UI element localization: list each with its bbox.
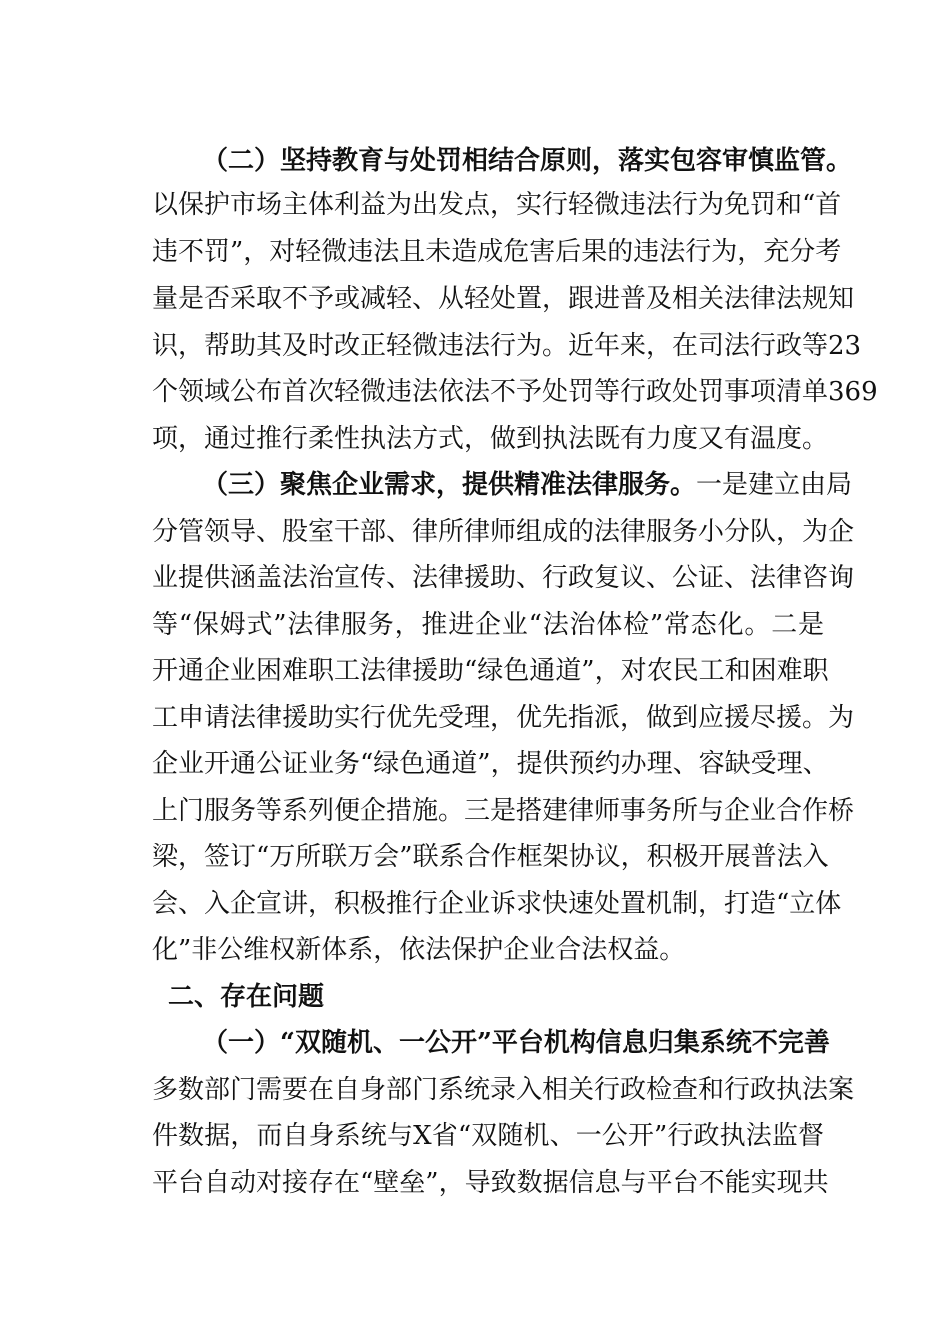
paragraph-3-line: 业提供涵盖法治宣传、法律援助、行政复议、公证、法律咨询 <box>152 563 855 593</box>
paragraph-3-first-line-rest: 一是建立由局 <box>696 470 853 500</box>
paragraph-3-line: 等“保姆式”法律服务，推进企业“法治体检”常态化。二是 <box>152 610 824 640</box>
paragraph-3-line: 梁，签订“万所联万会”联系合作框架协议，积极开展普法入 <box>152 842 829 872</box>
paragraph-3-first-line <box>202 463 853 507</box>
paragraph-2-line: 项，通过推行柔性执法方式，做到执法既有力度又有温度。 <box>152 424 829 454</box>
paragraph-3-line: 工申请法律援助实行优先受理，优先指派，做到应援尽援。为 <box>152 703 855 733</box>
paragraph-3-line: 化”非公维权新体系，依法保护企业合法权益。 <box>152 935 686 965</box>
paragraph-2-line: 违不罚”，对轻微违法且未造成危害后果的违法行为，充分考 <box>152 237 842 267</box>
paragraph-2-lead: （二）坚持教育与处罚相结合原则，落实包容审慎监管。 <box>202 146 853 176</box>
paragraph-2-line: 识，帮助其及时改正轻微违法行为。近年来，在司法行政等23 <box>152 331 862 361</box>
paragraph-4-line: 多数部门需要在自身部门系统录入相关行政检查和行政执法案 <box>152 1075 855 1105</box>
paragraph-4-lead: （一）“双随机、一公开”平台机构信息归集系统不完善 <box>202 1028 830 1058</box>
paragraph-3-line: 开通企业困难职工法律援助“绿色通道”，对农民工和困难职 <box>152 656 829 686</box>
paragraph-4-line: 件数据，而自身系统与X省“双随机、一公开”行政执法监督 <box>152 1121 824 1151</box>
paragraph-4-line: 平台自动对接存在“壁垒”，导致数据信息与平台不能实现共 <box>152 1168 829 1198</box>
paragraph-2-line: 以保护市场主体利益为出发点，实行轻微违法行为免罚和“首 <box>152 190 842 220</box>
section-heading: 二、存在问题 <box>168 982 325 1012</box>
paragraph-2-line: 量是否采取不予或减轻、从轻处置，跟进普及相关法律法规知 <box>152 284 855 314</box>
paragraph-3-line: 分管领导、股室干部、律所律师组成的法律服务小分队，为企 <box>152 517 855 547</box>
paragraph-3-line: 会、入企宣讲，积极推行企业诉求快速处置机制，打造“立体 <box>152 889 842 919</box>
paragraph-3-line: 企业开通公证业务“绿色通道”，提供预约办理、容缺受理、 <box>152 749 829 779</box>
paragraph-2-line: 个领域公布首次轻微违法依法不予处罚等行政处罚事项清单369 <box>152 377 878 407</box>
paragraph-3-line: 上门服务等系列便企措施。三是搭建律师事务所与企业合作桥 <box>152 796 855 826</box>
paragraph-3-lead: （三）聚焦企业需求，提供精准法律服务。 <box>202 470 697 500</box>
